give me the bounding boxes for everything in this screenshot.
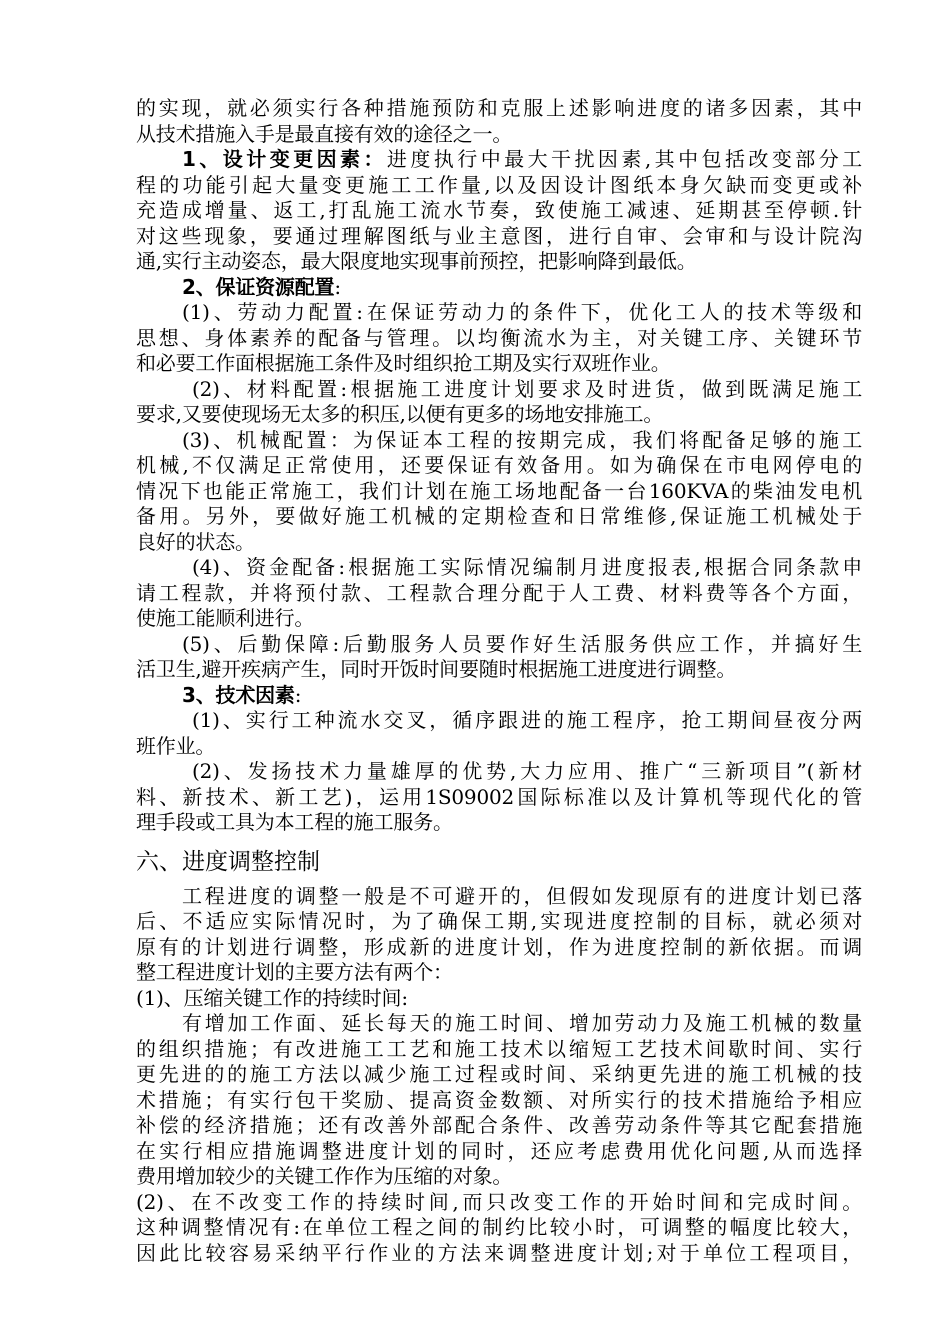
document-page <box>136 96 862 1266</box>
paragraph-line: 费用增加较少的关键工作作为压缩的对象。 <box>136 1164 513 1188</box>
paragraph-line: 要求,又要使现场无太多的积压,以便有更多的场地安排施工。 <box>136 402 664 426</box>
paragraph-line: 机械,不仅满足正常使用，还要保证有效备用。如为确保在市电网停电的 <box>136 453 862 477</box>
paragraph-line: 术措施；有实行包干奖励、提高资金数额、对所实行的技术措施给予相应 <box>136 1087 862 1112</box>
paragraph-line <box>136 275 862 301</box>
paragraph-line: 和必要工作面根据施工条件及时组织抢工期及实行双班作业。 <box>136 351 671 375</box>
paragraph-line: (1)、压缩关键工作的持续时间: <box>136 985 408 1010</box>
paragraph-line: 因此比较容易采纳平行作业的方法来调整进度计划;对于单位工程项目， <box>136 1240 862 1265</box>
paragraph-line <box>136 683 862 709</box>
paragraph-line: 原有的计划进行调整，形成新的进度计划，作为进度控制的新依据。而调 <box>136 934 862 959</box>
paragraph-line: (2)、材料配置:根据施工进度计划要求及时进货，做到既满足施工 <box>192 376 862 401</box>
paragraph-line: 通,实行主动姿态，最大限度地实现事前预控，把影响降到最低。 <box>136 249 697 273</box>
paragraph-line: 工程进度的调整一般是不可避开的，但假如发现原有的进度计划已落 <box>182 883 862 908</box>
paragraph-line: 对这些现象，要通过理解图纸与业主意图，进行自审、会审和与设计院沟 <box>136 223 862 248</box>
paragraph-line: 的组织措施；有改进施工工艺和施工技术以缩短工艺技术间歇时间、实行 <box>136 1036 862 1061</box>
subheading-label: 2、保证资源配置 <box>182 274 335 299</box>
paragraph-line: (1)、实行工种流水交叉，循序跟进的施工程序，抢工期间昼夜分两 <box>192 708 862 732</box>
paragraph-line: (2)、发扬技术力量雄厚的优势,大力应用、推广“三新项目”(新材 <box>192 759 862 783</box>
subheading-label: 3、技术因素 <box>182 682 295 707</box>
paragraph-line: (1)、劳动力配置:在保证劳动力的条件下，优化工人的技术等级和 <box>182 300 862 324</box>
subheading-text: : <box>334 274 341 299</box>
paragraph-line: 后、不适应实际情况时，为了确保工期,实现进度控制的目标，就必须对 <box>136 909 862 933</box>
paragraph-line: 情况下也能正常施工，我们计划在施工场地配备一台160KVA的柴油发电机 <box>136 478 862 503</box>
paragraph-line: 从技术措施入手是最直接有效的途径之一。 <box>136 121 513 146</box>
paragraph-line: (2)、在不改变工作的持续时间,而只改变工作的开始时间和完成时间。 <box>136 1189 862 1214</box>
paragraph-line: 班作业。 <box>136 733 216 758</box>
paragraph-line: 有增加工作面、延长每天的施工时间、增加劳动力及施工机械的数量 <box>182 1011 862 1035</box>
subheading-text: 进度执行中最大干扰因素,其中包括改变部分工 <box>386 147 862 171</box>
paragraph-line: 理手段或工具为本工程的施工服务。 <box>136 810 453 834</box>
paragraph-line <box>136 147 862 173</box>
paragraph-line: 充造成增量、返工,打乱施工流水节奏，致使施工减速、延期甚至停顿.针 <box>136 198 862 222</box>
paragraph-line: 程的功能引起大量变更施工工作量,以及因设计图纸本身欠缺而变更或补 <box>136 172 862 197</box>
paragraph-line: 的实现，就必须实行各种措施预防和克服上述影响进度的诸多因素，其中 <box>136 96 862 120</box>
paragraph-line: (4)、资金配备:根据施工实际情况编制月进度报表,根据合同条款申 <box>192 555 862 579</box>
paragraph-line: 料、新技术、新工艺)，运用1S09002国际标准以及计算机等现代化的管 <box>136 784 862 809</box>
paragraph-line: 更先进的的施工方法以减少施工过程或时间、采纳更先进的施工机械的技 <box>136 1062 862 1086</box>
paragraph-line: 备用。另外，要做好施工机械的定期检查和日常维修,保证施工机械处于 <box>136 504 862 528</box>
paragraph-line: (3)、机械配置：为保证本工程的按期完成，我们将配备足够的施工 <box>182 427 862 452</box>
paragraph-line: 使施工能顺利进行。 <box>136 606 315 630</box>
paragraph-line: 这种调整情况有:在单位工程之间的制约比较小时，可调整的幅度比较大， <box>136 1215 862 1239</box>
paragraph-line: 活卫生,避开疾病产生，同时开饭时间要随时根据施工进度进行调整。 <box>136 657 737 681</box>
paragraph-line: 思想、身体素养的配备与管理。以均衡流水为主，对关键工序、关键环节 <box>136 325 862 350</box>
section-heading: 六、进度调整控制 <box>136 848 320 875</box>
paragraph-line: (5)、后勤保障:后勤服务人员要作好生活服务供应工作，并搞好生 <box>182 631 862 656</box>
subheading-text: : <box>294 682 302 707</box>
paragraph-line: 良好的状态。 <box>136 529 255 554</box>
paragraph-line: 请工程款，并将预付款、工程款合理分配于人工费、材料费等各个方面， <box>136 580 862 605</box>
paragraph-line: 在实行相应措施调整进度计划的同时，还应考虑费用优化问题,从而选择 <box>136 1138 862 1163</box>
paragraph-line: 补偿的经济措施；还有改善外部配合条件、改善劳动条件等其它配套措施 <box>136 1113 862 1137</box>
paragraph-line: 整工程进度计划的主要方法有两个： <box>136 960 453 984</box>
subheading-label: 1、设计变更因素： <box>182 147 387 171</box>
